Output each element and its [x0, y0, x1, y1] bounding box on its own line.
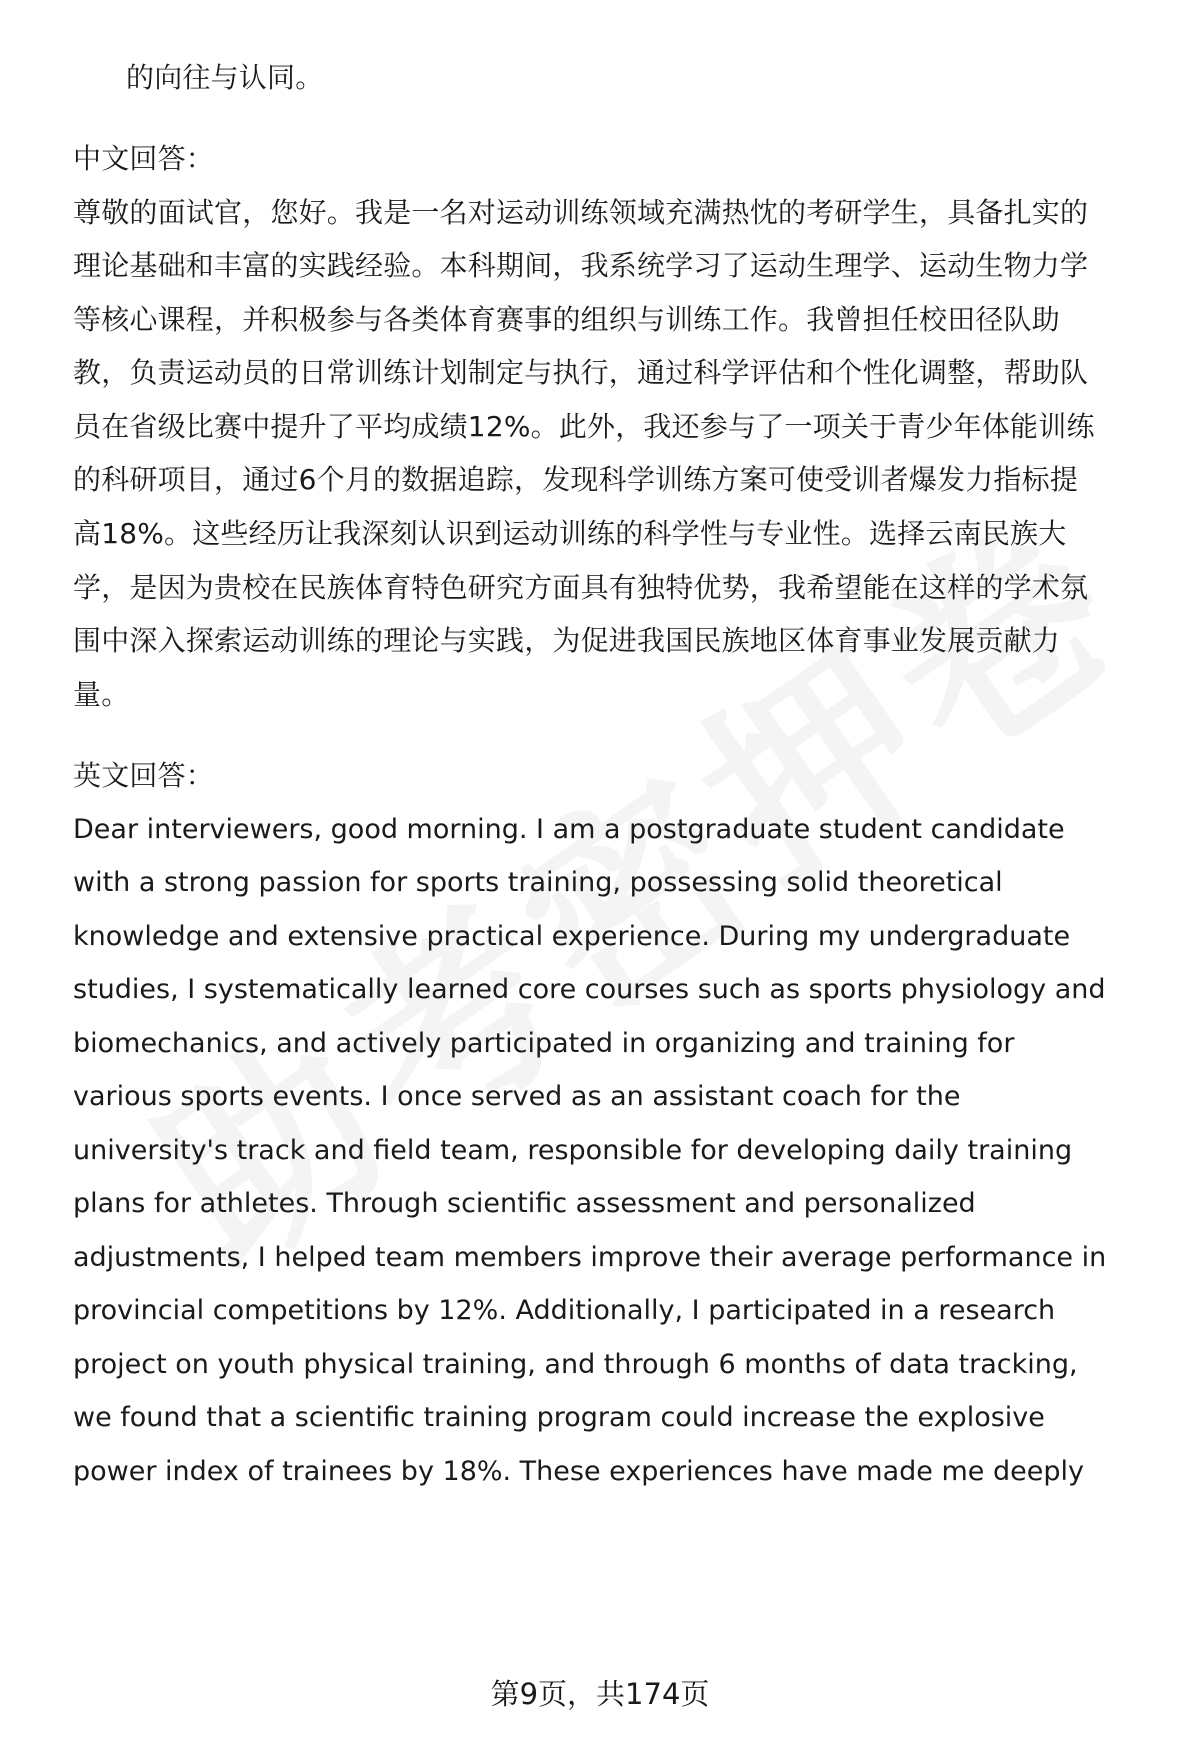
en-line: project on youth physical training, and through 6 months of data tracking, [73, 1349, 1078, 1380]
page-number: 第9页，共174页 [490, 1677, 710, 1711]
en-line: adjustments, I helped team members improve their average performance in [73, 1242, 1107, 1273]
en-line: knowledge and extensive practical experience. During my undergraduate [73, 921, 1071, 952]
en-line: various sports events. I once served as an assistant coach for the [73, 1081, 961, 1112]
cn-heading: 中文回答： [73, 142, 215, 175]
en-line: with a strong passion for sports training, possessing solid theoretical [73, 867, 1003, 898]
cn-line: 围中深入探索运动训练的理论与实践，为促进我国民族地区体育事业发展贡献力 [73, 624, 1061, 657]
cn-line: 学，是因为贵校在民族体育特色研究方面具有独特优势，我希望能在这样的学术氛 [73, 571, 1089, 604]
en-line: Dear interviewers, good morning. I am a postgraduate student candidate [73, 814, 1065, 845]
en-line: we found that a scientific training program could increase the explosive [73, 1402, 1045, 1433]
cn-line: 高18%。这些经历让我深刻认识到运动训练的科学性与专业性。选择云南民族大 [73, 517, 1067, 550]
cn-line: 的科研项目，通过6个月的数据追踪，发现科学训练方案可使受训者爆发力指标提 [73, 463, 1079, 496]
en-line: university's track and field team, responsible for developing daily training [73, 1135, 1073, 1166]
en-line: studies, I systematically learned core courses such as sports physiology and [73, 974, 1106, 1005]
cn-line: 员在省级比赛中提升了平均成绩12%。此外，我还参与了一项关于青少年体能训练 [73, 410, 1095, 443]
en-line: plans for athletes. Through scientific assessment and personalized [73, 1188, 976, 1219]
cn-line: 尊敬的面试官，您好。我是一名对运动训练领域充满热忱的考研学生，具备扎实的 [73, 196, 1089, 229]
en-line: power index of trainees by 18%. These experiences have made me deeply [73, 1456, 1084, 1487]
cn-line: 理论基础和丰富的实践经验。本科期间，我系统学习了运动生理学、运动生物力学 [73, 249, 1089, 282]
cn-line: 量。 [73, 678, 130, 711]
en-heading: 英文回答： [73, 759, 215, 792]
continued-text: 的向往与认同。 [126, 61, 324, 94]
en-line: biomechanics, and actively participated in organizing and training for [73, 1028, 1015, 1059]
en-line: provincial competitions by 12%. Additionally, I participated in a research [73, 1295, 1056, 1326]
cn-line: 等核心课程，并积极参与各类体育赛事的组织与训练工作。我曾担任校田径队助 [73, 303, 1061, 336]
cn-line: 教，负责运动员的日常训练计划制定与执行，通过科学评估和个性化调整，帮助队 [73, 356, 1089, 389]
